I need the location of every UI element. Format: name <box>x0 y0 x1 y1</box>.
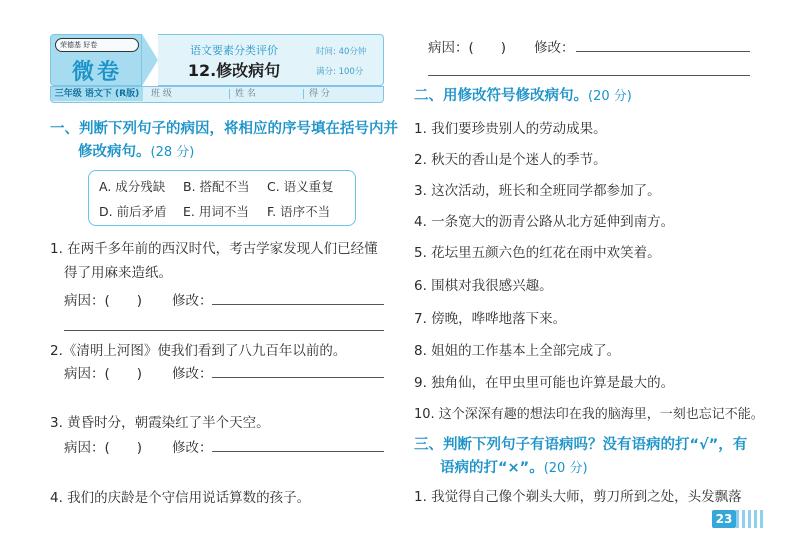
section-1-title: 一、判断下列句子的病因，将相应的序号填在括号内并 <box>50 121 398 137</box>
header-arrow-decoration <box>142 34 158 86</box>
divider <box>303 89 304 99</box>
fix-label-q2: 修改： <box>172 366 213 382</box>
header-meta-panel <box>310 34 384 86</box>
full-score: 满分: 100分 <box>316 67 364 77</box>
option-c: C. 语义重复 <box>267 179 334 194</box>
answer-line-q1[interactable] <box>212 304 384 305</box>
section-1-points: (28 分) <box>150 145 195 160</box>
question-1-text-cont: 得了用麻来造纸。 <box>64 265 172 281</box>
series-name: 微卷 <box>71 60 122 85</box>
section-1-title-cont: 修改病句。(28 分) <box>78 144 195 160</box>
fix-label-q1: 修改： <box>172 293 213 309</box>
section-2-item-6: 6. 围棋对我很感兴趣。 <box>414 278 553 294</box>
option-d: D. 前后矛盾 <box>99 204 167 219</box>
section-2-item-1: 1. 我们要珍贵别人的劳动成果。 <box>414 121 607 137</box>
grade-label: 三年级 语文下 (R版) <box>51 87 143 101</box>
worksheet-header <box>50 34 384 105</box>
class-field[interactable]: 班 级 <box>151 89 172 99</box>
cause-field-q3[interactable]: 病因：( ) <box>64 440 143 456</box>
cause-field-q2[interactable]: 病因：( ) <box>64 366 143 382</box>
page-title: 12.修改病句 <box>187 61 281 80</box>
question-1-text: 1. 在两千多年前的西汉时代，考古学家发现人们已经懂 <box>50 241 378 257</box>
fix-label-prev: 修改： <box>534 40 575 56</box>
option-e: E. 用词不当 <box>183 204 249 219</box>
section-2-points: (20 分) <box>588 89 632 104</box>
section-3-question-1: 1. 我觉得自己像个剃头大师，剪刀所到之处，头发飘落 <box>414 489 742 505</box>
answer-line-q1-2[interactable] <box>64 330 384 331</box>
section-2-item-3: 3. 这次活动，班长和全班同学都参加了。 <box>414 183 661 199</box>
cause-field-prev[interactable]: 病因：( ) <box>428 40 507 56</box>
student-info-bar <box>50 86 384 103</box>
section-2-item-5: 5. 花坛里五颜六色的红花在雨中欢笑着。 <box>414 245 661 261</box>
option-f: F. 语序不当 <box>267 204 331 219</box>
header-title-panel <box>158 34 310 86</box>
option-b: B. 搭配不当 <box>183 179 250 194</box>
score-field[interactable]: 得 分 <box>309 89 330 99</box>
fix-label-q3: 修改： <box>172 440 213 456</box>
answer-line-prev-2[interactable] <box>428 75 750 76</box>
cause-field-q1[interactable]: 病因：( ) <box>64 293 143 309</box>
section-3-title-cont: 语病的打“×”。(20 分) <box>440 460 588 476</box>
question-4-text: 4. 我们的庆龄是个守信用说话算数的孩子。 <box>50 490 311 506</box>
section-2-item-9: 9. 独角仙，在甲虫里可能也许算是最大的。 <box>414 375 675 391</box>
option-a: A. 成分残缺 <box>99 179 166 194</box>
divider <box>229 89 230 99</box>
section-2-title: 二、用修改符号修改病句。(20 分) <box>414 88 632 104</box>
name-field[interactable]: 姓 名 <box>235 89 256 99</box>
answer-line-q3[interactable] <box>212 451 384 452</box>
answer-line-q2[interactable] <box>212 377 384 378</box>
page-number: 23 <box>712 510 736 528</box>
section-2-item-8: 8. 姐姐的工作基本上全部完成了。 <box>414 343 621 359</box>
question-3-text: 3. 黄昏时分，朝霞染红了半个天空。 <box>50 415 270 431</box>
time-limit: 时间: 40分钟 <box>316 47 367 57</box>
header-subtitle: 语文要素分类评价 <box>190 44 278 57</box>
options-box <box>88 170 356 226</box>
section-2-item-2: 2. 秋天的香山是个迷人的季节。 <box>414 152 607 168</box>
answer-line-prev[interactable] <box>576 51 750 52</box>
section-2-item-7: 7. 傍晚，哗哗地落下来。 <box>414 311 567 327</box>
question-2-text: 2.《清明上河图》使我们看到了八九百年以前的。 <box>50 343 347 359</box>
brand-logo: 荣德基 好卷 <box>55 38 139 52</box>
page-number-decoration <box>736 510 764 528</box>
section-3-points: (20 分) <box>543 461 588 476</box>
series-badge <box>50 34 142 86</box>
section-2-item-4: 4. 一条宽大的沥青公路从北方延伸到南方。 <box>414 214 675 230</box>
section-2-item-10: 10. 这个深深有趣的想法印在我的脑海里，一刻也忘记不能。 <box>414 407 764 422</box>
section-3-title: 三、判断下列句子有语病吗？没有语病的打“√”，有 <box>414 437 748 453</box>
